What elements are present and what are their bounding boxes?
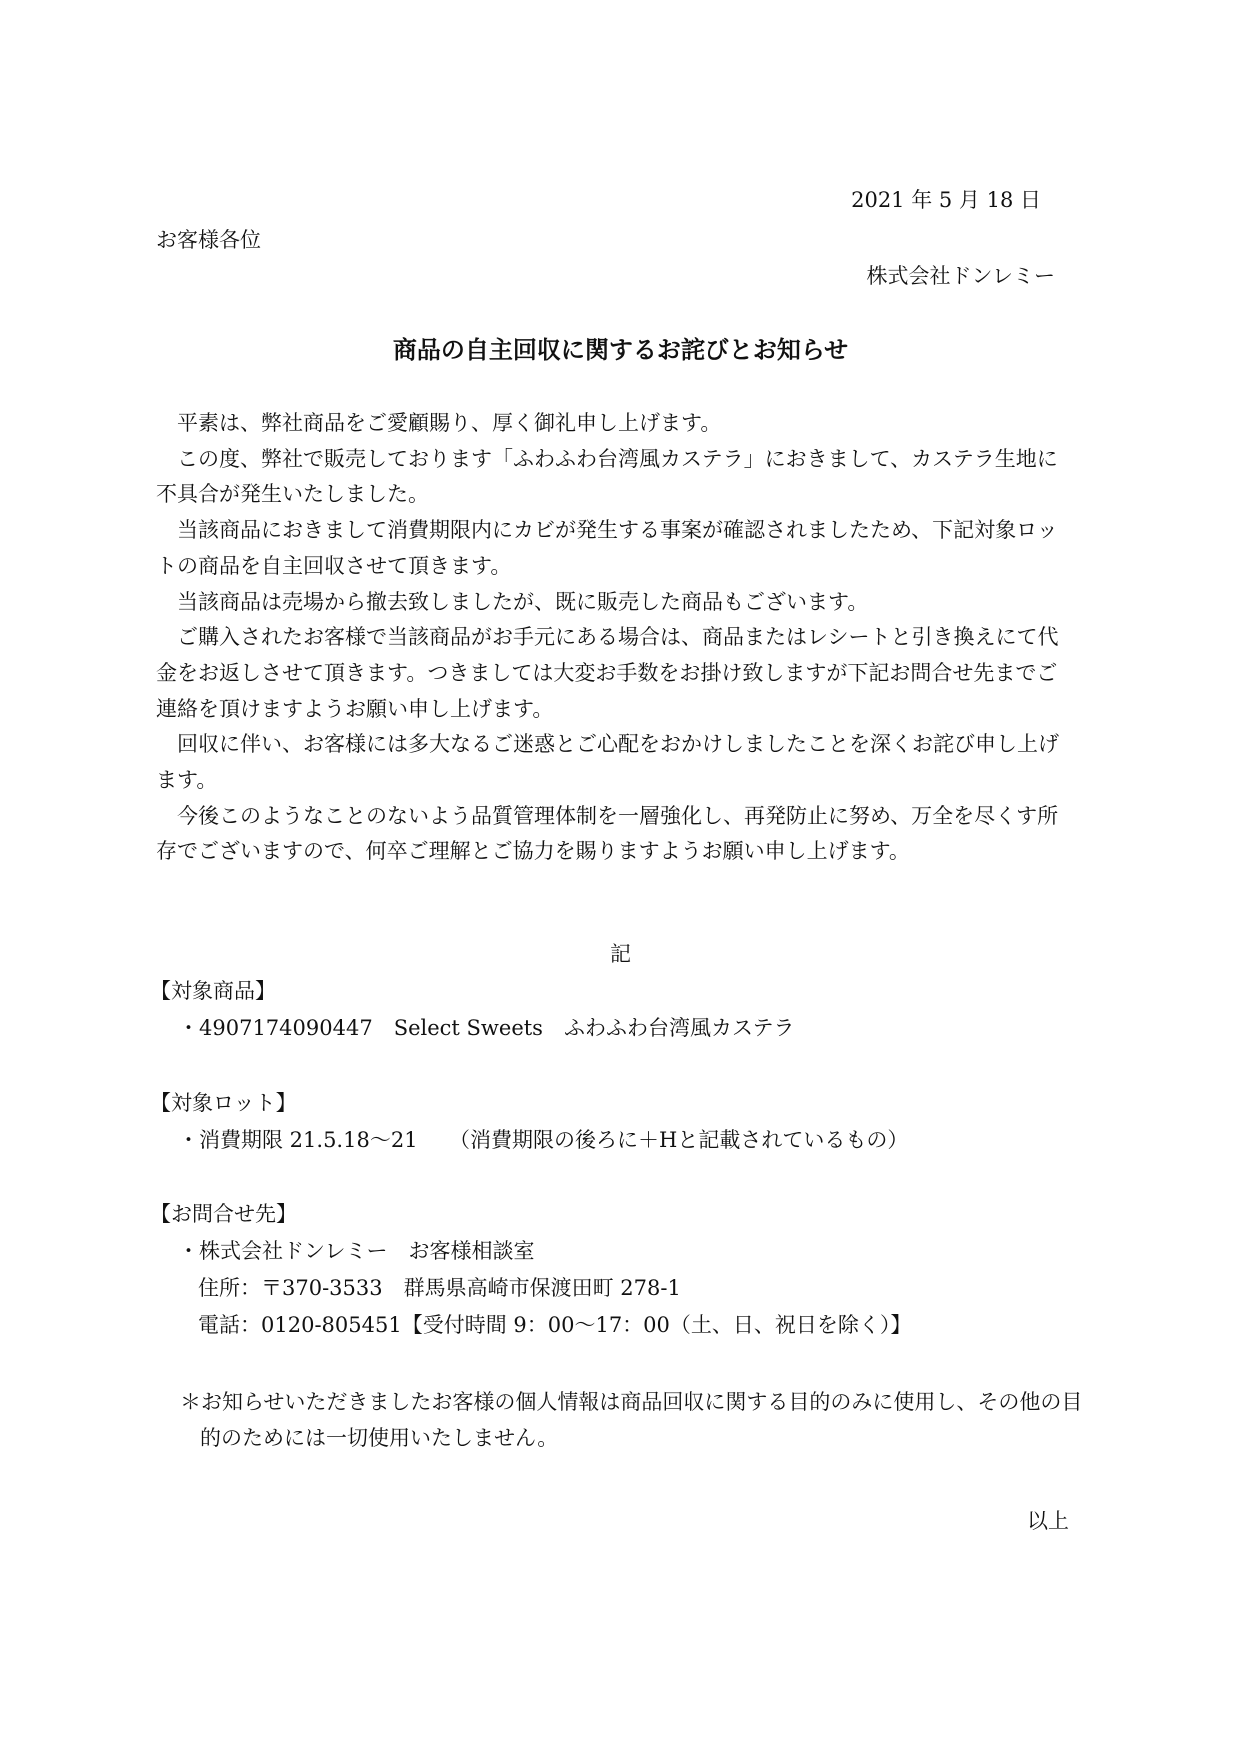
contact-phone: 電話：0120-805451【受付時間 9：00～17：00（土、日、祝日を除く）】 (198, 1313, 912, 1337)
letter-date: 2021 年 5 月 18 日 (851, 188, 1041, 212)
paragraph: 今後このようなことのないよう品質管理体制を一層強化し、再発防止に努め、万全を尽くす所存でございますので、何卒ご理解とご協力を賜りますようお願い申し上げます。 (156, 803, 1059, 864)
ki-marker: 記 (610, 942, 631, 966)
paragraph: 当該商品におきまして消費期限内にカビが発生する事案が確認されましたため、下記対象ロットの商品を自主回収させて頂きます。 (156, 518, 1058, 578)
closing-mark: 以上 (1027, 1509, 1069, 1533)
letter-body (156, 406, 1068, 870)
sender-company: 株式会社ドンレミー (866, 264, 1055, 288)
privacy-note: ＊お知らせいただきましたお客様の個人情報は商品回収に関する目的のみに使用し、その他の目的のためには一切使用いたしません。 (180, 1390, 1083, 1450)
lot-heading: 【対象ロット】 (150, 1091, 297, 1115)
paragraph: ご購入されたお客様で当該商品がお手元にある場合は、商品またはレシートと引き換えにて代金をお返しさせて頂きます。つきましては大変お手数をお掛け致しますが下記お問合せ先までご連絡を頂けますようお願い申し上げます。 (156, 625, 1059, 721)
contact-heading: 【お問合せ先】 (150, 1202, 297, 1226)
paragraph: 当該商品は売場から撤去致しましたが、既に販売した商品もございます。 (177, 589, 869, 614)
letter-title: 商品の自主回収に関するお詫びとお知らせ (392, 336, 849, 364)
product-item: ・4907174090447 Select Sweets ふわふわ台湾風カステラ (178, 1016, 795, 1040)
paragraph: この度、弊社で販売しております「ふわふわ台湾風カステラ」におきまして、カステラ生地に不具合が発生いたしました。 (156, 446, 1058, 507)
addressee: お客様各位 (156, 228, 261, 252)
paragraph: 回収に伴い、お客様には多大なるご迷惑とご心配をおかけしましたことを深くお詫び申し上げます。 (156, 732, 1059, 793)
lot-item: ・消費期限 21.5.18～21 （消費期限の後ろに＋Hと記載されているもの） (178, 1128, 909, 1152)
paragraph: 平素は、弊社商品をご愛顧賜り、厚く御礼申し上げます。 (177, 411, 722, 435)
product-heading: 【対象商品】 (150, 979, 276, 1003)
contact-name: ・株式会社ドンレミー お客様相談室 (178, 1239, 535, 1263)
contact-address: 住所：〒370-3533 群馬県高崎市保渡田町 278-1 (198, 1276, 681, 1300)
